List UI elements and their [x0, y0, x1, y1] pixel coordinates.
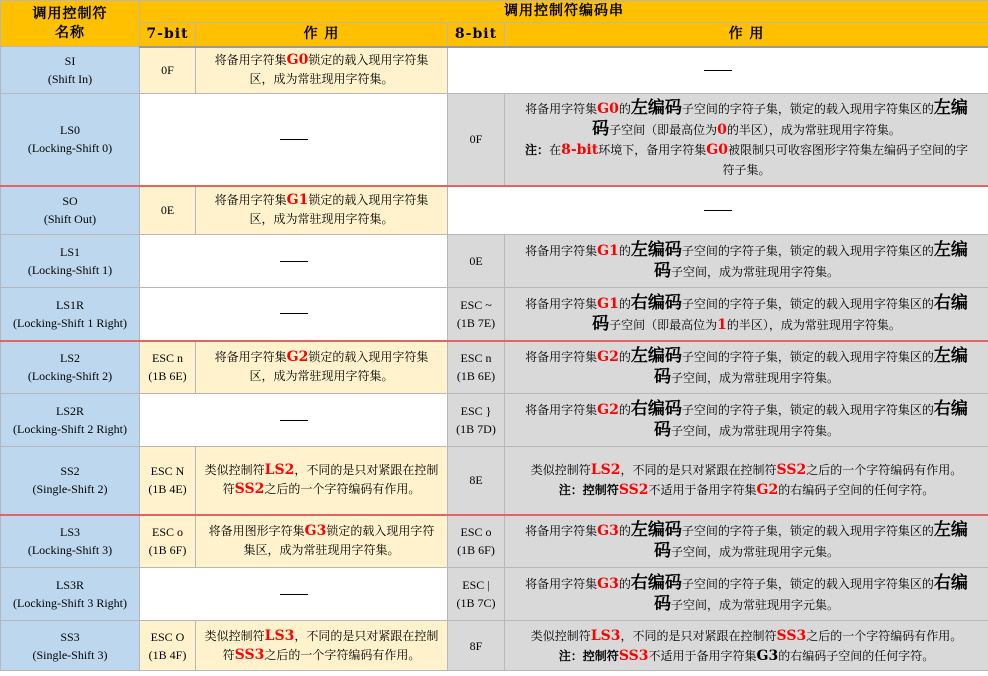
row-name-ss2: SS2 (Single-Shift 2)	[1, 447, 140, 515]
effect7-ls3: 将备用图形字符集G3锁定的载入现用字符 集区，成为常驻现用字符集。	[196, 515, 448, 568]
row-name-ls1: LS1 (Locking-Shift 1)	[1, 235, 140, 288]
code8-ss3: 8F	[448, 621, 505, 671]
effect7-ls2: 将备用字符集G2锁定的载入现用字符集 区，成为常驻现用字符集。	[196, 341, 448, 394]
effect8-ls1: 将备用字符集G1的左编码子空间的字符子集，锁定的载入现用字符集区的左编 码子空间，成为常驻现用字符集。	[505, 235, 988, 288]
effect7-ls1r	[140, 288, 448, 341]
code8-ls1: 0E	[448, 235, 505, 288]
code8-ls1r: ESC ~ (1B 7E)	[448, 288, 505, 341]
row-name-si: SI (Shift In)	[1, 47, 140, 94]
effect7-ls0	[140, 94, 448, 186]
dash-divider	[280, 139, 308, 140]
header-effect-7bit: 作 用	[196, 23, 448, 47]
effect8-so	[448, 186, 988, 235]
code7-si: 0F	[140, 47, 196, 94]
effect7-ss3: 类似控制符LS3，不同的是只对紧跟在控制 符SS3之后的一个字符编码有作用。	[196, 621, 448, 671]
effect8-ls2: 将备用字符集G2的左编码子空间的字符子集，锁定的载入现用字符集区的左编 码子空间，成为常驻现用字符集。	[505, 341, 988, 394]
row-name-ss3: SS3 (Single-Shift 3)	[1, 621, 140, 671]
table-row	[1, 47, 988, 94]
dash-divider	[280, 313, 308, 314]
dash-divider	[280, 594, 308, 595]
effect7-ss2: 类似控制符LS2，不同的是只对紧跟在控制 符SS2之后的一个字符编码有作用。	[196, 447, 448, 515]
code7-so: 0E	[140, 186, 196, 235]
dash-divider	[280, 420, 308, 421]
table-row	[1, 515, 988, 568]
row-name-ls2: LS2 (Locking-Shift 2)	[1, 341, 140, 394]
effect7-so: 将备用字符集G1锁定的载入现用字符集 区，成为常驻现用字符集。	[196, 186, 448, 235]
effect7-ls1	[140, 235, 448, 288]
effect7-ls3r	[140, 568, 448, 621]
effect8-ls2r: 将备用字符集G2的右编码子空间的字符子集，锁定的载入现用字符集区的右编 码子空间，成为常驻现用字符集。	[505, 394, 988, 447]
table-row	[1, 394, 988, 447]
code8-ls0: 0F	[448, 94, 505, 186]
effect8-ls3r: 将备用字符集G3的右编码子空间的字符子集，锁定的载入现用字符集区的右编 码子空间，成为常驻现用字元集。	[505, 568, 988, 621]
row-name-ls2r: LS2R (Locking-Shift 2 Right)	[1, 394, 140, 447]
table-row	[1, 621, 988, 671]
row-name-ls3: LS3 (Locking-Shift 3)	[1, 515, 140, 568]
code8-ls2: ESC n (1B 6E)	[448, 341, 505, 394]
code8-ls2r: ESC } (1B 7D)	[448, 394, 505, 447]
row-name-ls1r: LS1R (Locking-Shift 1 Right)	[1, 288, 140, 341]
table-row	[1, 568, 988, 621]
dash-divider	[704, 70, 732, 71]
header-group-title: 调用控制符编码串	[140, 1, 988, 23]
code7-ls2: ESC n (1B 6E)	[140, 341, 196, 394]
row-name-so: SO (Shift Out)	[1, 186, 140, 235]
effect8-ss2: 类似控制符LS2，不同的是只对紧跟在控制符SS2之后的一个字符编码有作用。 注：控制符SS2不适用于备用字符集G2的右编码子空间的任何字符。	[505, 447, 988, 515]
dash-divider	[704, 210, 732, 211]
header-name: 调用控制符 名称	[1, 1, 140, 47]
row-name-ls0: LS0 (Locking-Shift 0)	[1, 94, 140, 186]
code8-ls3r: ESC | (1B 7C)	[448, 568, 505, 621]
table-row	[1, 186, 988, 235]
effect8-ls0: 将备用字符集G0的左编码子空间的字符子集，锁定的载入现用字符集区的左编 码子空间（即最高位为0的半区），成为常驻现用字符集。 注：在8-bit环境下，备用字符集G0被限制只可收容图形字符集左编码子空间的字 符子集。	[505, 94, 988, 186]
table-row	[1, 94, 988, 186]
code8-ss2: 8E	[448, 447, 505, 515]
effect7-si: 将备用字符集G0锁定的载入现用字符集 区，成为常驻现用字符集。	[196, 47, 448, 94]
header-7bit: 7-bit	[140, 23, 196, 47]
row-name-ls3r: LS3R (Locking-Shift 3 Right)	[1, 568, 140, 621]
code8-ls3: ESC o (1B 6F)	[448, 515, 505, 568]
effect8-si	[448, 47, 988, 94]
effect8-ls3: 将备用字符集G3的左编码子空间的字符子集，锁定的载入现用字符集区的左编 码子空间，成为常驻现用字元集。	[505, 515, 988, 568]
code7-ls3: ESC o (1B 6F)	[140, 515, 196, 568]
effect8-ss3: 类似控制符LS3，不同的是只对紧跟在控制符SS3之后的一个字符编码有作用。 注：控制符SS3不适用于备用字符集G3的右编码子空间的任何字符。	[505, 621, 988, 671]
dash-divider	[280, 261, 308, 262]
code7-ss3: ESC O (1B 4F)	[140, 621, 196, 671]
header-effect-8bit: 作 用	[505, 23, 988, 47]
effect8-ls1r: 将备用字符集G1的右编码子空间的字符子集，锁定的载入现用字符集区的右编 码子空间（即最高位为1的半区），成为常驻现用字符集。	[505, 288, 988, 341]
table-row	[1, 341, 988, 394]
table-row	[1, 235, 988, 288]
table-row	[1, 447, 988, 515]
code7-ss2: ESC N (1B 4E)	[140, 447, 196, 515]
header-8bit: 8-bit	[448, 23, 505, 47]
table-row	[1, 288, 988, 341]
effect7-ls2r	[140, 394, 448, 447]
